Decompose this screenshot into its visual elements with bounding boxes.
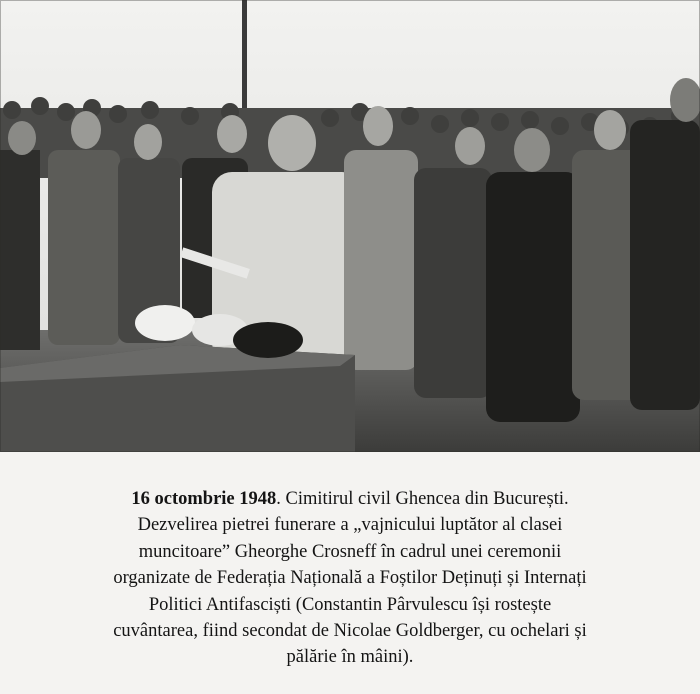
caption-line-5: Politici Antifasciști (Constantin Pârvulescu își rostește xyxy=(148,594,552,615)
caption-line-2: Dezvelirea pietrei funerare a „vajnicului luptător al clasei xyxy=(137,515,563,536)
caption-line-3: muncitoare” Gheorghe Crosneff în cadrul unei ceremonii xyxy=(138,541,562,562)
caption-line-6: cuvântarea, fiind secondat de Nicolae Goldberger, cu ochelari și xyxy=(113,621,587,642)
caption-line-4: organizate de Federația Națională a Foștilor Deținuți și Internați xyxy=(113,568,587,589)
flower-bouquet xyxy=(233,322,303,358)
caption-line-7: pălărie în mâini). xyxy=(286,647,414,668)
pole xyxy=(242,0,247,118)
photo-caption xyxy=(40,486,660,671)
caption-location: . Cimitirul civil Ghencea din București. xyxy=(276,489,569,509)
caption-line-1 xyxy=(40,486,660,512)
white-paper xyxy=(135,305,195,341)
caption-date: 16 octombrie 1948 xyxy=(131,489,277,509)
